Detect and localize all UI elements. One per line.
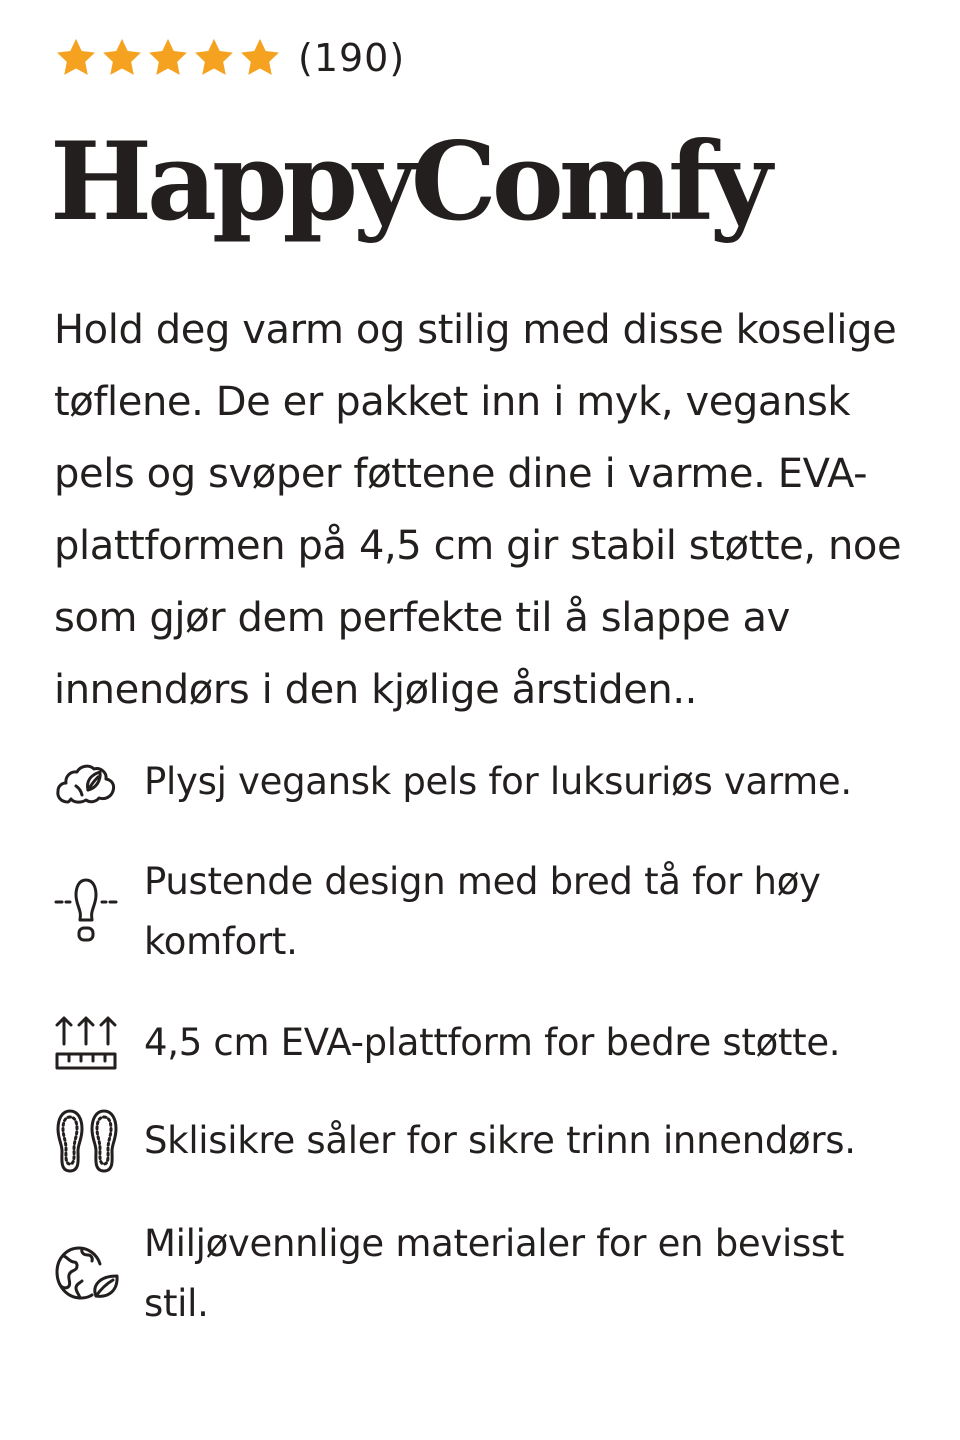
- platform-height-icon: [54, 1012, 144, 1074]
- star-icon: [238, 36, 282, 80]
- eco-globe-icon: [54, 1244, 144, 1304]
- rating-row[interactable]: [54, 30, 906, 86]
- feature-text: 4,5 cm EVA-plattform for bedre støtte.: [144, 1021, 841, 1064]
- product-title: HappyComfy: [50, 119, 768, 245]
- foot-breathable-icon: [54, 872, 144, 952]
- feature-list: [54, 752, 906, 1334]
- list-item: [54, 1108, 906, 1174]
- list-item: [54, 752, 906, 812]
- review-count-link[interactable]: (190): [298, 36, 406, 80]
- feature-text: Sklisikre såler for sikre trinn innendørs.: [144, 1119, 856, 1162]
- star-icon: [100, 36, 144, 80]
- non-slip-soles-icon: [54, 1108, 144, 1174]
- feature-text: Pustende design med bred tå for høy komfort.: [144, 860, 821, 963]
- list-item: [54, 852, 906, 972]
- product-description: Hold deg varm og stilig med disse koselige tøflene. De er pakket inn i myk, vegansk pels og svøper føttene dine i varme. EVA-plattformen på 4,5 cm gir stabil støtte, noe som gjør dem perfekte til å slappe av innendørs i den kjølige årstiden..: [54, 307, 902, 713]
- star-rating: [54, 36, 284, 80]
- list-item: [54, 1012, 906, 1074]
- cotton-leaf-icon: [54, 756, 144, 808]
- star-icon: [146, 36, 190, 80]
- list-item: [54, 1214, 906, 1334]
- star-icon: [54, 36, 98, 80]
- feature-text: Plysj vegansk pels for luksuriøs varme.: [144, 760, 852, 803]
- feature-text: Miljøvennlige materialer for en bevisst stil.: [144, 1222, 845, 1325]
- star-icon: [192, 36, 236, 80]
